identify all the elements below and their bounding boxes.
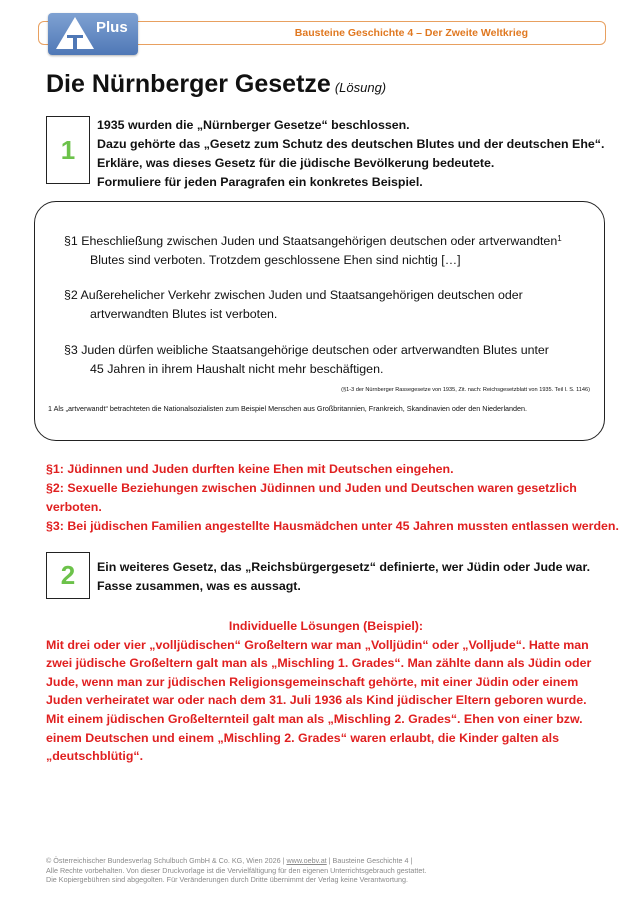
task-number-2: 2 bbox=[46, 552, 90, 599]
page-footer bbox=[46, 856, 426, 885]
footnote-marker: 1 bbox=[557, 234, 562, 243]
page-subtitle: (Lösung) bbox=[334, 80, 387, 95]
task-2-text bbox=[97, 558, 590, 596]
answer-1-line: §3: Bei jüdischen Familien angestellte Hausmädchen unter 45 Jahren mussten entlassen werden. bbox=[46, 519, 619, 533]
publisher-logo bbox=[48, 13, 138, 55]
task-1-line: Erkläre, was dieses Gesetz für die jüdische Bevölkerung bedeutete. bbox=[97, 156, 495, 170]
answer-1-line: §2: Sexuelle Beziehungen zwischen Jüdinnen und Juden und Deutschen waren gesetzlich bbox=[46, 481, 577, 495]
paragraph-2-line-2: artverwandten Blutes ist verboten. bbox=[90, 307, 278, 321]
page-title bbox=[46, 70, 386, 99]
answer-2-line: Mit einem jüdischen Großelternteil galt man als „Mischling 2. Grades“. Ehen von einer bzw. bbox=[46, 711, 583, 726]
paragraph-3 bbox=[64, 341, 549, 379]
task-1-text bbox=[97, 116, 604, 192]
source-citation: (§1-3 der Nürnberger Rassegesetze von 1935, Zit. nach: Reichsgesetzblatt von 1935. Teil I. S. 1146) bbox=[341, 387, 590, 393]
answer-2-line: einem Deutschen und einem „Mischling 2. Grades“ waren erlaubt, die Kinder galten als bbox=[46, 730, 559, 745]
paragraph-1-line-1: §1 Eheschließung zwischen Juden und Staatsangehörigen deutschen oder artverwandten bbox=[64, 234, 558, 248]
answer-2-line: „deutschblütig“. bbox=[46, 749, 144, 764]
logo-text: Plus bbox=[96, 19, 128, 36]
page-title-text: Die Nürnberger Gesetze bbox=[46, 70, 331, 98]
answer-2-line: Mit drei oder vier „volljüdischen“ Großeltern war man „Volljüdin“ oder „Volljude“. Hatte man bbox=[46, 637, 589, 652]
task-2-line: Ein weiteres Gesetz, das „Reichsbürgergesetz“ definierte, wer Jüdin oder Jude war. bbox=[97, 560, 591, 574]
answer-2 bbox=[46, 617, 606, 766]
footer-copyright: © Österreichischer Bundesverlag Schulbuch GmbH & Co. KG, Wien 2026 | bbox=[46, 856, 287, 865]
answer-1-line: verboten. bbox=[46, 500, 102, 514]
answer-2-line: zwei jüdische Großeltern galt man als „Mischling 1. Grades“. Man zählte dann als Jüdin oder bbox=[46, 656, 592, 671]
answer-1 bbox=[46, 460, 619, 536]
footer-book-title: | Bausteine Geschichte 4 | bbox=[326, 856, 413, 865]
paragraph-3-line-1: §3 Juden dürfen weibliche Staatsangehörige deutschen oder artverwandten Blutes unter bbox=[64, 343, 549, 357]
logo-stem bbox=[73, 35, 77, 50]
paragraph-2-line-1: §2 Außerehelicher Verkehr zwischen Juden und Staatsangehörigen deutschen oder bbox=[64, 288, 523, 302]
task-1-line: Dazu gehörte das „Gesetz zum Schutz des deutschen Blutes und der deutschen Ehe“. bbox=[97, 137, 605, 151]
task-1-line: Formuliere für jeden Paragrafen ein konkretes Beispiel. bbox=[97, 175, 423, 189]
paragraph-3-line-2: 45 Jahren in ihrem Haushalt nicht mehr beschäftigen. bbox=[90, 362, 384, 376]
answer-2-heading: Individuelle Lösungen (Beispiel): bbox=[228, 619, 424, 633]
task-number-1: 1 bbox=[46, 116, 90, 184]
task-1-line: 1935 wurden die „Nürnberger Gesetze“ beschlossen. bbox=[97, 118, 410, 132]
paragraph-1 bbox=[64, 232, 562, 270]
answer-2-line: Juden verheiratet war oder nach dem 31. Juli 1936 als Kind jüdischer Eltern geboren wurde. bbox=[46, 693, 587, 708]
answer-1-line: §1: Jüdinnen und Juden durften keine Ehen mit Deutschen eingehen. bbox=[46, 462, 454, 476]
answer-2-line: Jude, wenn man zur jüdischen Religionsgemeinschaft gehörte, mit einer Jüdin oder einem bbox=[46, 674, 579, 689]
footer-website-link[interactable]: www.oebv.at bbox=[286, 856, 327, 865]
header-title: Bausteine Geschichte 4 – Der Zweite Weltkrieg bbox=[294, 27, 528, 39]
paragraph-2 bbox=[64, 286, 523, 324]
task-2-line: Fasse zusammen, was es aussagt. bbox=[97, 579, 301, 593]
footnote: 1 Als „artverwandt“ betrachteten die Nationalsozialisten zum Beispiel Menschen aus Großbritannien, Frankreich, Skandinavien oder den Niederlanden. bbox=[48, 404, 528, 413]
footer-rights: Alle Rechte vorbehalten. Von dieser Druckvorlage ist die Vervielfältigung für den eigenen Unterrichtsgebrauch gestattet. bbox=[46, 865, 427, 875]
footer-disclaimer: Die Kopiergebühren sind abgegolten. Für Veränderungen durch Dritte übernimmt der Verlag keine Verantwortung. bbox=[46, 875, 408, 884]
paragraph-1-line-2: Blutes sind verboten. Trotzdem geschlossene Ehen sind nichtig […] bbox=[90, 253, 461, 267]
